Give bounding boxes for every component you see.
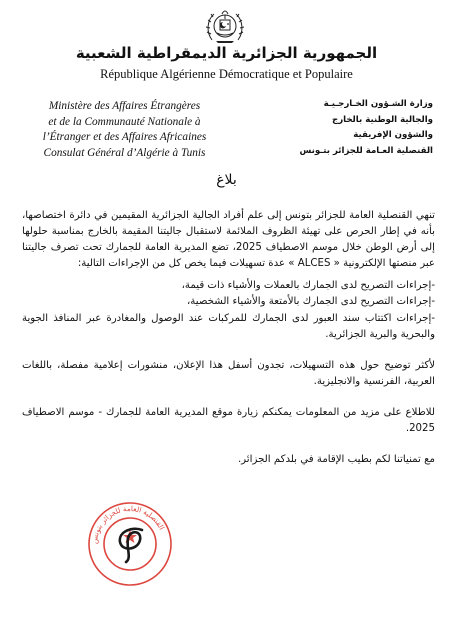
closing-paragraph: مع تمنياتنا لكم بطيب الإقامة في بلدكم الجزائر. [237, 454, 435, 466]
stamp-text: القنصلية العامة للجزائر بتونس [89, 503, 167, 545]
procedure-item: -إجراءات التصريح لدى الجمارك بالعملات والأشياء ذات قيمة، [181, 280, 435, 292]
algerian-emblem-icon [202, 6, 248, 46]
sender-line: والشؤون الإفريقية [353, 130, 433, 140]
procedure-item: -إجراءات اكتتاب سند العبور لدى الجمارك للمركبات عند الوصول والمغادرة عبر المنافذ الجوية والبحرية والبرية الجزائرية. [22, 312, 435, 340]
sender-line: Consulat Général d’Algérie à Tunis [43, 146, 206, 159]
country-title-arabic: الجمهورية الجزائرية الديمقراطية الشعبية [75, 44, 378, 62]
body-paragraph: تنهي القنصلية العامة للجزائر بتونس إلى علم أفراد الجالية الجزائرية المقيمين في دائرة اختصاصها، بأنه في إطار الحرص على تهيئة الظروف الملائمة لاستقبال جاليتنا المقيمة بالخارج بمناسبة حلولها إلى أرض الوطن خلال موسم الاصطياف 2025، تضع المديرية العامة للجمارك تحت تصرف جاليتنا عبر منصتها الإلكترونية « ALCES » عدة تسهيلات فيما يخص كل من الإجراءات التالية: [22, 210, 435, 270]
sender-line: والجالية الوطنية بالخارج [332, 114, 433, 125]
sender-block-french [22, 99, 227, 161]
sender-line: et de la Communauté Nationale à [48, 115, 201, 128]
notice-title: بلاغ [216, 172, 237, 188]
procedure-item: -إجراءات التصريح لدى الجمارك بالأمتعة والأشياء الشخصية، [187, 296, 435, 308]
sender-line: وزارة الشـؤون الخـارجـيـة [323, 99, 433, 109]
sender-line: l’Étranger et des Affaires Africaines [42, 131, 207, 144]
body-paragraph: لأكثر توضيح حول هذه التسهيلات، تجدون أسفل هذا الإعلان، منشورات إعلامية مفصلة، باللغات العربية، الفرنسية والانجليزية. [22, 359, 435, 387]
country-title-french: République Algérienne Démocratique et Populaire [100, 67, 353, 81]
signature [112, 524, 148, 564]
body-paragraph: للاطلاع على مزيد من المعلومات يمكنكم زيارة موقع المديرية العامة للجمارك - موسم الاصطياف 2025. [22, 406, 435, 435]
notice-body [22, 208, 435, 468]
sender-line: Ministère des Affaires Étrangères [48, 100, 201, 112]
sender-block-arabic [233, 97, 433, 159]
sender-line: القنصلية العـامة للجزائر بتـونس [299, 145, 433, 156]
